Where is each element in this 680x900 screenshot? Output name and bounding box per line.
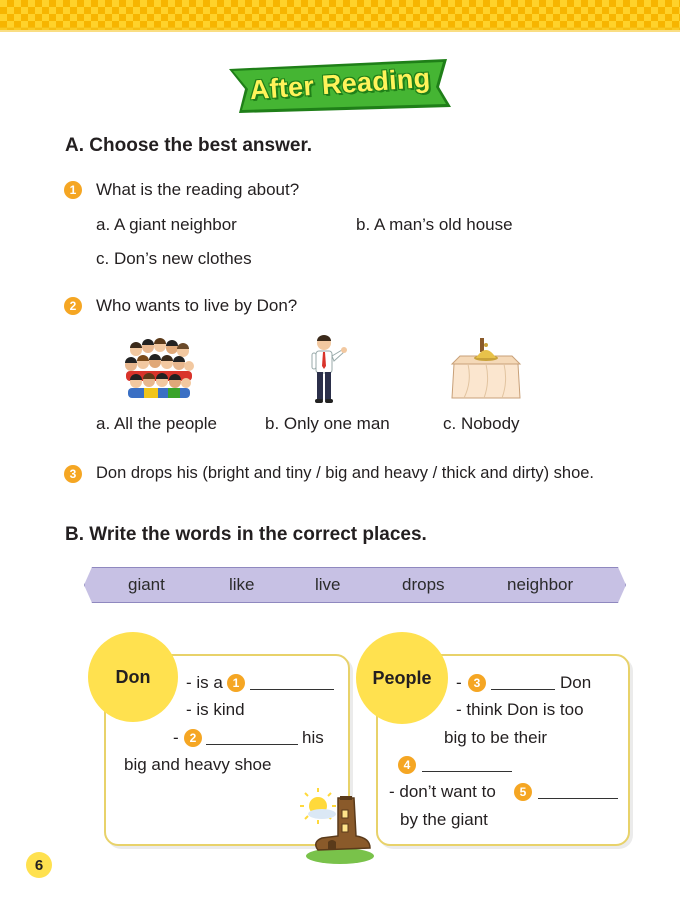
section-b-title: B. Write the words in the correct places. bbox=[65, 524, 427, 545]
question-2-text: Who wants to live by Don? bbox=[96, 296, 298, 315]
answer-blank-4[interactable] bbox=[422, 770, 512, 772]
question-3-text: Don drops his (bright and tiny / big and heavy / thick and dirty) shoe. bbox=[96, 464, 595, 482]
empty-table-icon bbox=[450, 336, 522, 402]
word-bank-word[interactable]: live bbox=[315, 575, 341, 594]
page-number: 6 bbox=[26, 852, 52, 878]
answer-blank-1[interactable] bbox=[250, 688, 334, 690]
don-line-2: - is kind bbox=[186, 700, 245, 719]
question-2-option-a[interactable]: a. All the people bbox=[96, 414, 217, 433]
don-circle-label: Don bbox=[88, 632, 178, 722]
word-bank-word[interactable]: drops bbox=[402, 575, 445, 594]
section-a-title: A. Choose the best answer. bbox=[65, 135, 313, 156]
people-circle-label: People bbox=[356, 632, 448, 724]
top-band-edge bbox=[0, 27, 680, 32]
word-bank-word[interactable]: neighbor bbox=[507, 575, 574, 594]
people-dash: - bbox=[456, 673, 462, 692]
question-1-option-c[interactable]: c. Don’s new clothes bbox=[96, 249, 252, 268]
blank-number-badge: 1 bbox=[227, 674, 245, 692]
banner-title: After Reading bbox=[248, 62, 432, 105]
don-line-3-end: his bbox=[302, 728, 324, 747]
question-2-option-b[interactable]: b. Only one man bbox=[265, 414, 390, 433]
question-1-text: What is the reading about? bbox=[96, 180, 300, 199]
question-2-option-c[interactable]: c. Nobody bbox=[443, 414, 520, 433]
blank-number-badge: 2 bbox=[184, 729, 202, 747]
people-line-2: - think Don is too bbox=[456, 700, 584, 719]
people-line-3: big to be their bbox=[444, 728, 548, 747]
people-line-1-end: Don bbox=[560, 673, 592, 692]
blank-number-badge: 5 bbox=[514, 783, 532, 801]
question-number-badge: 3 bbox=[64, 465, 82, 483]
people-line-5: - don’t want to bbox=[389, 782, 496, 801]
people-line-6: by the giant bbox=[400, 810, 488, 829]
word-bank-word[interactable]: giant bbox=[128, 575, 165, 594]
question-number-badge: 2 bbox=[64, 297, 82, 315]
blank-number-badge: 4 bbox=[398, 756, 416, 774]
don-line-1: - is a bbox=[186, 673, 223, 692]
don-line-4: big and heavy shoe bbox=[124, 755, 272, 774]
shoe-house-icon bbox=[298, 786, 380, 866]
crowd-of-people-icon bbox=[124, 338, 194, 400]
answer-blank-2[interactable] bbox=[206, 743, 298, 745]
question-1-option-a[interactable]: a. A giant neighbor bbox=[96, 215, 237, 234]
top-checkered-band bbox=[0, 0, 680, 30]
blank-number-badge: 3 bbox=[468, 674, 486, 692]
don-dash: - bbox=[173, 728, 179, 747]
answer-blank-3[interactable] bbox=[491, 688, 555, 690]
word-bank-word[interactable]: like bbox=[229, 575, 255, 594]
one-man-icon bbox=[306, 334, 350, 406]
answer-blank-5[interactable] bbox=[538, 797, 618, 799]
question-1-option-b[interactable]: b. A man’s old house bbox=[356, 215, 513, 234]
question-number-badge: 1 bbox=[64, 181, 82, 199]
